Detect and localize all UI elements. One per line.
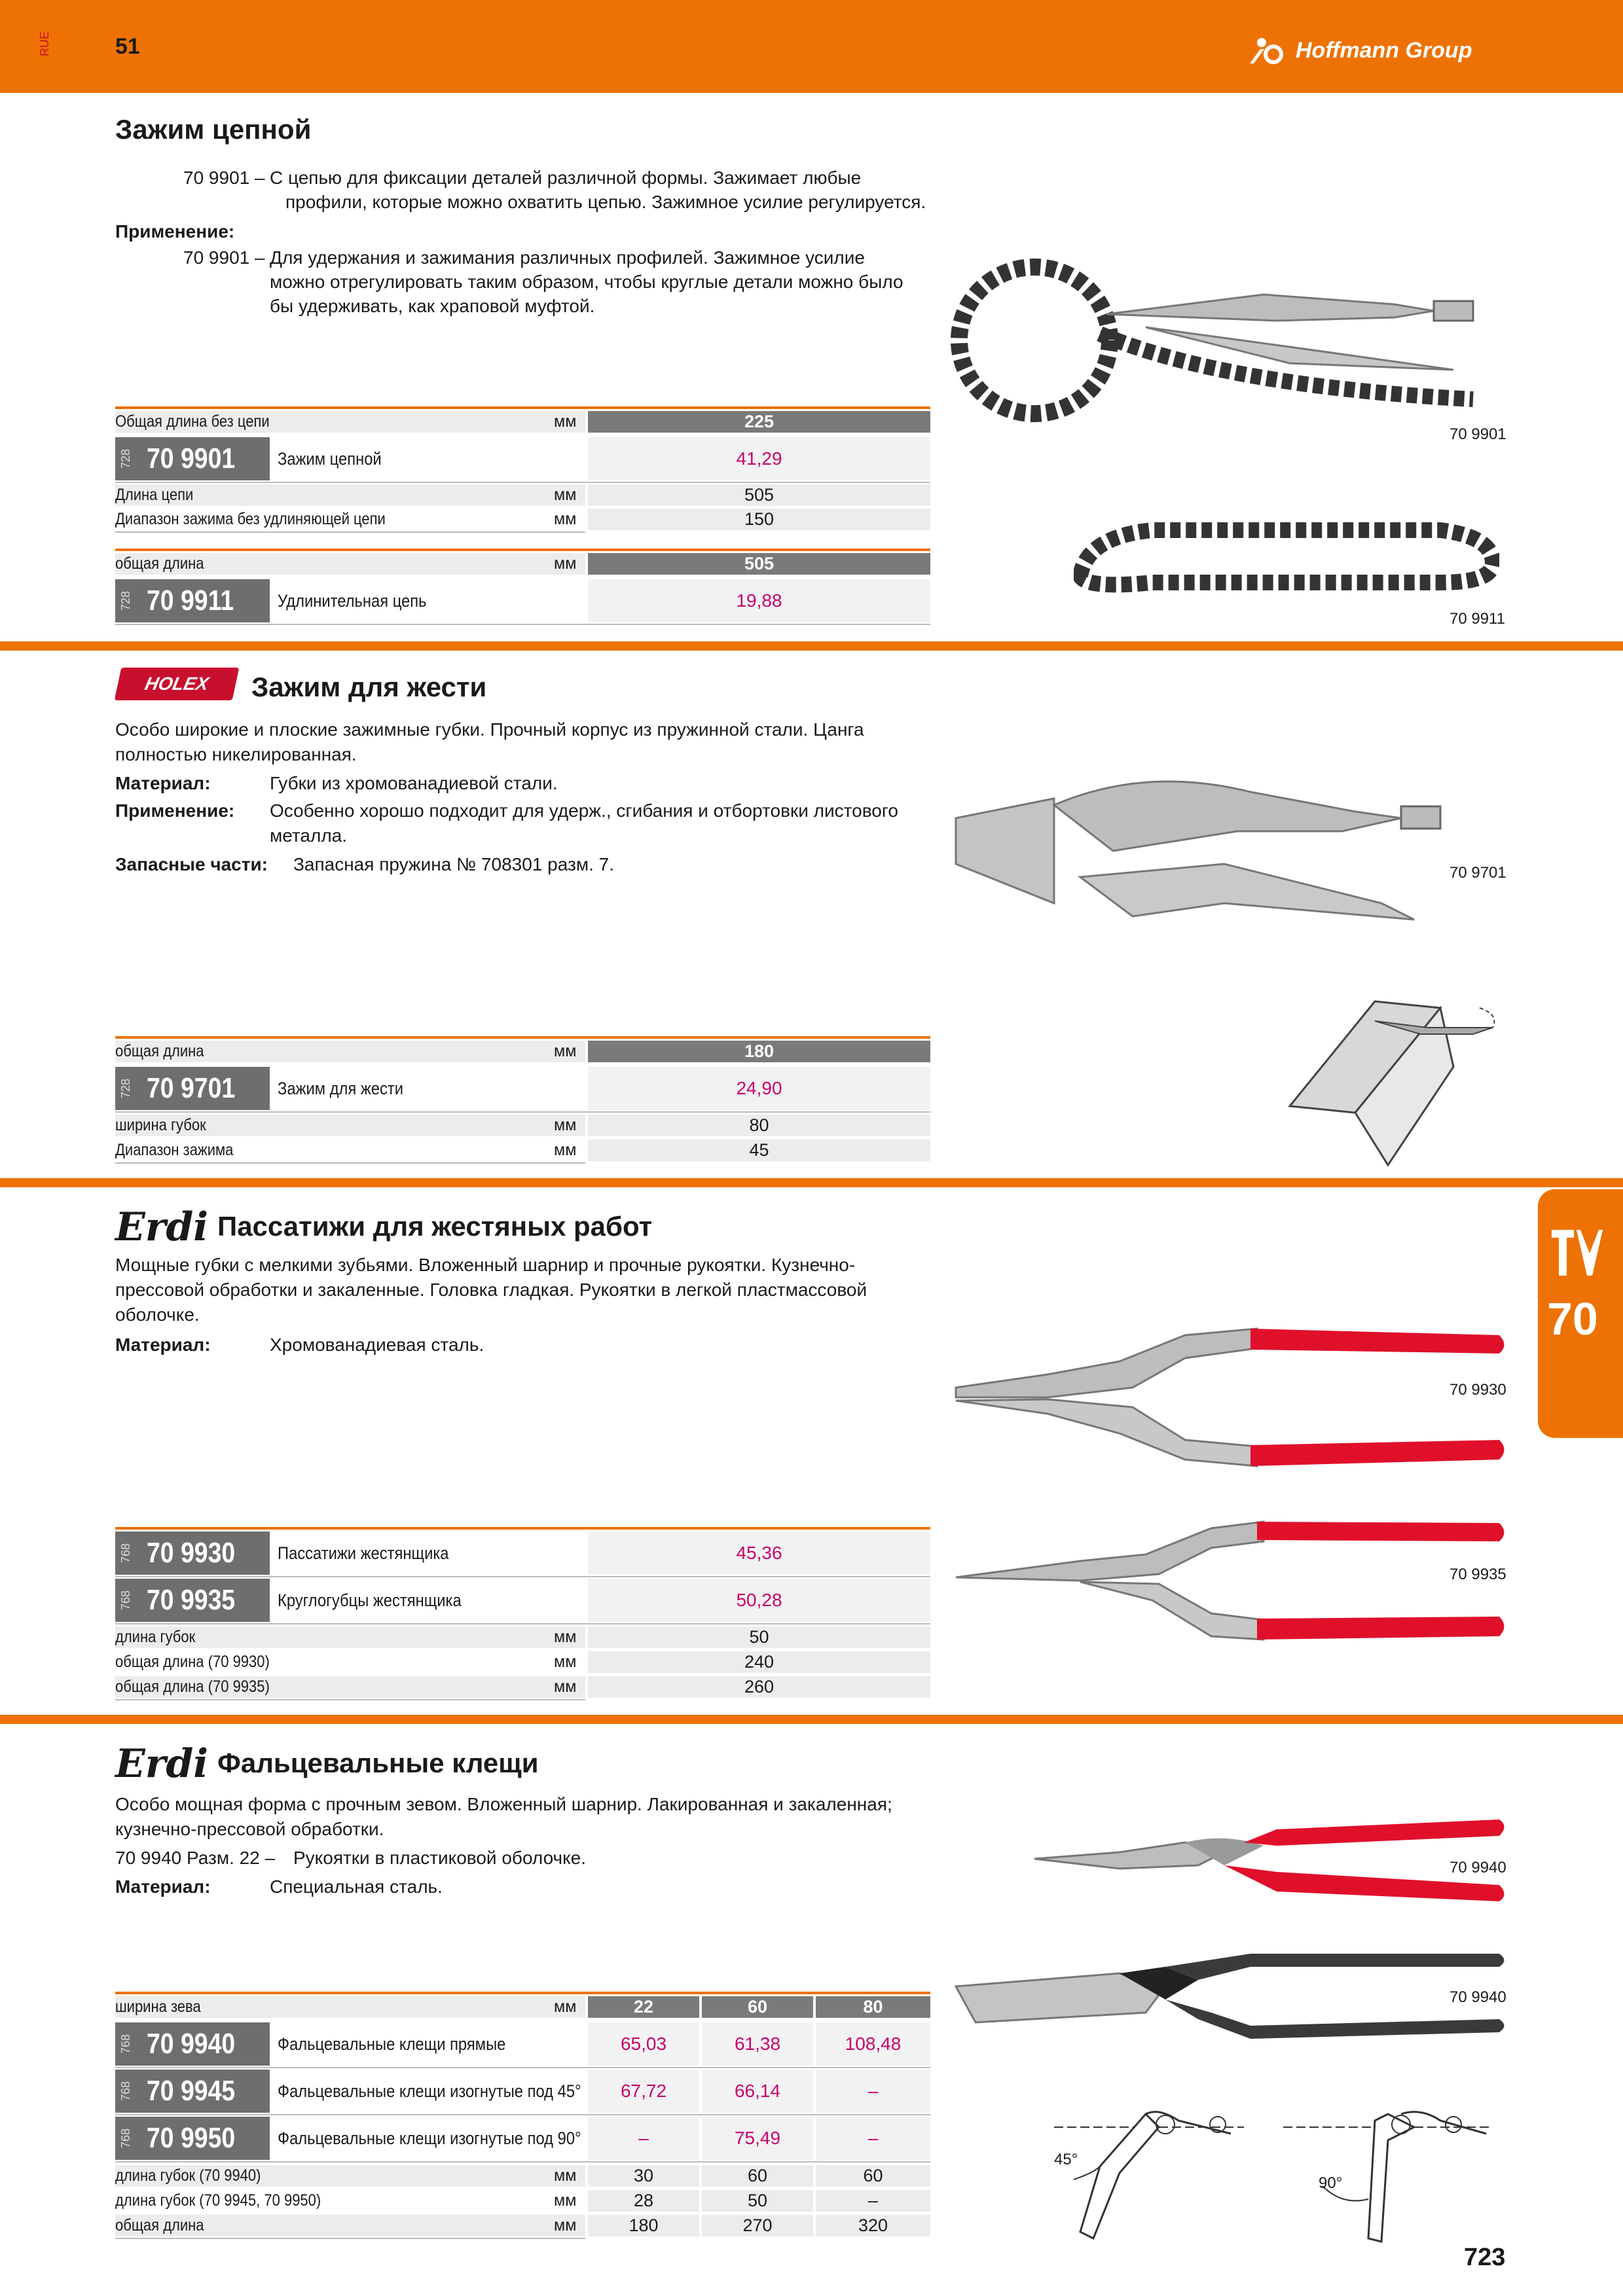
spec-value: 50 <box>702 2190 813 2212</box>
app-line: Особенно хорошо подходит для удерж., сгибания и отбортовки листового <box>270 800 898 821</box>
spec-value: 60 <box>702 2165 813 2187</box>
spec-value: 60 <box>702 1996 813 2018</box>
image-caption: 70 9911 <box>1450 610 1505 628</box>
product-row[interactable] <box>115 1067 585 1110</box>
spec-value: 150 <box>588 509 930 530</box>
spec-unit: мм <box>554 1653 577 1671</box>
catalog-page: 728 <box>119 448 132 469</box>
article-code: 70 9935 <box>147 1584 236 1616</box>
desc-line: полностью никелированная. <box>115 744 357 764</box>
article-code: 70 9701 <box>147 1072 236 1104</box>
price: 19,88 <box>588 579 930 622</box>
price: 24,90 <box>588 1067 930 1110</box>
app-line: можно отрегулировать таким образом, чтобы круглые детали можно было <box>270 272 903 292</box>
material-label: Материал: <box>115 773 211 793</box>
divider <box>115 1111 930 1113</box>
spec-unit: мм <box>554 2191 577 2210</box>
spec-value: 30 <box>588 2165 699 2187</box>
spec-unit: мм <box>554 1141 577 1159</box>
divider <box>115 531 585 533</box>
spec-unit: мм <box>554 412 577 431</box>
price: – <box>816 2117 930 2160</box>
product-name: Пассатижи жестянщика <box>278 1543 449 1563</box>
divider <box>115 2114 930 2115</box>
desc-line: Мощные губки с мелкими зубьями. Вложенный шарнир и прочные рукоятки. Кузнечно- <box>115 1255 856 1275</box>
app-line: бы удерживать, как храповой муфтой. <box>270 296 595 316</box>
erdi-logo: Erdi <box>115 1204 209 1250</box>
article-code: 70 9911 <box>147 584 234 617</box>
product-row[interactable] <box>115 1532 585 1575</box>
spare-parts-label: Запасные части: <box>115 854 268 874</box>
spec-label: общая длина (70 9930) <box>115 1653 270 1671</box>
spec-label: общая длина <box>115 2216 204 2234</box>
usage-diagram-image <box>1277 982 1539 1172</box>
spec-value: 28 <box>588 2190 699 2212</box>
section-separator <box>0 1178 1623 1187</box>
divider <box>115 2238 585 2239</box>
price: 66,14 <box>702 2070 813 2113</box>
divider <box>115 2067 930 2068</box>
spare-parts-text: Запасная пружина № 708301 разм. 7. <box>293 854 614 874</box>
spec-value: 80 <box>816 1996 930 2018</box>
image-caption: 70 9701 <box>1450 864 1506 882</box>
spec-label: Диапазон зажима <box>115 1141 234 1159</box>
spec-value: 225 <box>588 411 930 433</box>
angle-diagram-image <box>1048 2081 1506 2291</box>
app-code: 70 9901 – <box>183 247 265 268</box>
price: 61,38 <box>702 2022 813 2066</box>
product-name: Зажим цепной <box>278 449 382 469</box>
desc-line: Особо мощная форма с прочным зевом. Вложенный шарнир. Лакированная и закаленная; <box>115 1794 892 1814</box>
catalog-page: 768 <box>119 1543 132 1564</box>
spec-label: общая длина (70 9935) <box>115 1677 270 1696</box>
section-title: Фальцевальные клещи <box>217 1748 539 1778</box>
spec-value: – <box>816 2190 930 2212</box>
spec-value: 260 <box>588 1676 930 1698</box>
application-label: Применение: <box>115 221 235 242</box>
spec-unit: мм <box>554 1628 577 1646</box>
tinsmith-pliers-image <box>949 1322 1519 1473</box>
product-row[interactable] <box>115 2117 585 2160</box>
product-name: Удлинительная цепь <box>278 591 427 611</box>
price: 45,36 <box>588 1532 930 1575</box>
product-row[interactable] <box>115 437 585 480</box>
extension-chain-image <box>1074 511 1499 609</box>
spec-value: 240 <box>588 1651 930 1673</box>
catalog-page: 768 <box>119 2128 132 2149</box>
material-label: Материал: <box>115 1335 211 1355</box>
spec-label: Длина цепи <box>115 486 194 504</box>
spec-unit: мм <box>554 1998 577 2016</box>
sheet-metal-clamp-image <box>949 766 1506 969</box>
spec-value: 60 <box>816 2165 930 2187</box>
hoffmann-logo-icon <box>1247 36 1286 65</box>
image-caption: 70 9901 <box>1450 425 1506 443</box>
product-name: Фальцевальные клещи изогнутые под 45° <box>278 2081 581 2101</box>
angle-label: 45° <box>1054 2151 1078 2168</box>
price: 108,48 <box>816 2022 930 2066</box>
product-row[interactable] <box>115 579 585 622</box>
divider <box>115 1576 930 1577</box>
price: 65,03 <box>588 2022 699 2066</box>
section-title: Пассатижи для жестяных работ <box>217 1211 653 1242</box>
pliers-chapter-icon <box>1552 1227 1604 1280</box>
spec-value: 505 <box>588 553 930 575</box>
image-caption: 70 9940 <box>1450 1859 1506 1876</box>
divider <box>115 482 930 483</box>
article-code: 70 9940 <box>147 2028 236 2060</box>
spec-unit: мм <box>554 510 577 528</box>
material-text: Специальная сталь. <box>270 1876 443 1897</box>
price: – <box>588 2117 699 2160</box>
catalog-page: 728 <box>119 590 132 611</box>
section-separator <box>0 641 1623 651</box>
product-row[interactable] <box>115 1579 585 1622</box>
article-code: 70 9901 <box>147 442 236 475</box>
desc-line: С цепью для фиксации деталей различной формы. Зажимает любые <box>270 168 862 188</box>
page-number-top: 51 <box>115 34 140 59</box>
article-code: 70 9930 <box>147 1537 236 1569</box>
desc-line: Особо широкие и плоские зажимные губки. Прочный корпус из пружинной стали. Цанга <box>115 719 864 740</box>
spec-value: 80 <box>588 1115 930 1136</box>
round-nose-pliers-image <box>949 1509 1519 1646</box>
section-separator <box>0 1715 1623 1724</box>
catalog-page: 768 <box>119 2081 132 2102</box>
material-label: Материал: <box>115 1876 211 1897</box>
spec-label: общая длина <box>115 554 204 573</box>
spec-label: длина губок (70 9945, 70 9950) <box>115 2191 321 2210</box>
product-name: Зажим для жести <box>278 1079 404 1098</box>
material-text: Губки из хромованадиевой стали. <box>270 773 558 793</box>
catalog-page: 728 <box>119 1078 132 1099</box>
spec-label: ширина губок <box>115 1116 206 1134</box>
product-name: Круглогубцы жестянщика <box>278 1590 462 1610</box>
table-top-rule <box>115 548 930 551</box>
holex-logo: HOLEX <box>115 668 240 700</box>
table-top-rule <box>115 1527 930 1530</box>
spec-value: 50 <box>588 1626 930 1648</box>
angle-label: 90° <box>1319 2174 1343 2192</box>
spec-label: ширина зева <box>115 1998 201 2016</box>
table-top-rule <box>115 1036 930 1039</box>
product-name: Фальцевальные клещи изогнутые под 90° <box>278 2128 581 2148</box>
image-caption: 70 9935 <box>1450 1566 1506 1583</box>
chapter-number: 70 <box>1547 1293 1598 1344</box>
image-caption: 70 9930 <box>1450 1381 1506 1399</box>
price: 41,29 <box>588 437 930 480</box>
desc-line: профили, которые можно охватить цепью. Зажимное усилие регулируется. <box>285 192 926 212</box>
divider <box>115 624 930 625</box>
spec-value: 22 <box>588 1996 699 2018</box>
chain-clamp-image <box>949 249 1506 425</box>
page-number-bottom: 723 <box>1464 2244 1506 2271</box>
spec-label: Общая длина без цепи <box>115 412 270 431</box>
desc-code: 70 9901 – <box>183 168 265 188</box>
section-title: Зажим для жести <box>251 672 487 702</box>
article-code: 70 9945 <box>147 2075 236 2107</box>
image-caption: 70 9940 <box>1450 1988 1506 2006</box>
product-row[interactable] <box>115 2022 585 2066</box>
table-top-rule <box>115 1992 930 1994</box>
product-row[interactable] <box>115 2070 585 2113</box>
erdi-logo: Erdi <box>115 1741 209 1787</box>
logo-text: Hoffmann Group <box>1296 37 1472 63</box>
desc-line: прессовой обработки и закаленные. Головка гладкая. Рукоятки в легкой пластмассовой <box>115 1280 867 1300</box>
catalog-page: 768 <box>119 1590 132 1611</box>
seaming-pliers-red-image <box>1028 1806 1512 1918</box>
spec-unit: мм <box>554 554 577 573</box>
product-name: Фальцевальные клещи прямые <box>278 2034 506 2054</box>
price: – <box>816 2070 930 2113</box>
spec-value: 180 <box>588 2215 699 2236</box>
spec-label: длина губок (70 9940) <box>115 2166 261 2185</box>
section-title: Зажим цепной <box>115 114 312 145</box>
spec-value: 505 <box>588 484 930 506</box>
spec-unit: мм <box>554 486 577 504</box>
divider <box>115 2161 930 2162</box>
spec-unit: мм <box>554 1042 577 1060</box>
seaming-pliers-black-image <box>949 1947 1519 2045</box>
article-code: 70 9950 <box>147 2122 236 2154</box>
application-label: Применение: <box>115 800 235 821</box>
spec-value: 45 <box>588 1139 930 1161</box>
app-line: Для удержания и зажимания различных профилей. Зажимное усилие <box>270 247 865 268</box>
spec-unit: мм <box>554 2166 577 2185</box>
catalog-page: 768 <box>119 2034 132 2054</box>
spec-value: 320 <box>816 2215 930 2236</box>
spec-unit: мм <box>554 2216 577 2234</box>
hoffmann-logo[interactable] <box>1247 34 1509 67</box>
spec-unit: мм <box>554 1677 577 1696</box>
spec-value: 270 <box>702 2215 813 2236</box>
spec-unit: мм <box>554 1116 577 1134</box>
price: 67,72 <box>588 2070 699 2113</box>
desc-line: оболочке. <box>115 1304 200 1325</box>
price: 75,49 <box>702 2117 813 2160</box>
note-text: Рукоятки в пластиковой оболочке. <box>293 1848 587 1868</box>
language-code: RUE <box>38 31 51 57</box>
material-text: Хромованадиевая сталь. <box>270 1335 484 1355</box>
spec-label: длина губок <box>115 1628 196 1646</box>
spec-label: общая длина <box>115 1042 204 1060</box>
divider <box>115 1699 585 1700</box>
spec-label: Диапазон зажима без удлиняющей цепи <box>115 510 386 528</box>
divider <box>115 1623 930 1624</box>
spec-value: 180 <box>588 1041 930 1062</box>
divider <box>115 1162 585 1164</box>
app-line: металла. <box>270 825 348 846</box>
note-code: 70 9940 Разм. 22 – <box>115 1848 276 1868</box>
price: 50,28 <box>588 1579 930 1622</box>
table-top-rule <box>115 406 930 409</box>
desc-line: кузнечно-прессовой обработки. <box>115 1819 384 1839</box>
